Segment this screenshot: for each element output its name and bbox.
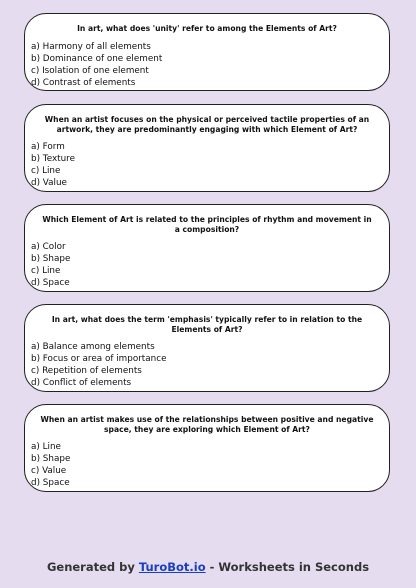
option-b: b) Focus or area of importance: [31, 354, 167, 365]
option-d: d) Contrast of elements: [31, 77, 136, 88]
option-c: c) Isolation of one element: [31, 65, 149, 76]
question-card-1: [24, 13, 390, 91]
footer-prefix: Generated by: [46, 560, 139, 574]
question-card-3: [24, 204, 390, 292]
question-text: When an artist makes use of the relationships between positive and negative space, they are exploring which Element of Art?: [40, 415, 374, 434]
option-a: a) Form: [31, 142, 65, 153]
option-b: b) Dominance of one element: [31, 53, 163, 64]
option-a: a) Line: [31, 442, 61, 453]
question-card-2: [24, 104, 390, 192]
option-b: b) Shape: [31, 454, 71, 465]
options-list: [31, 241, 389, 289]
options-list: [31, 141, 389, 189]
options-list: [31, 341, 389, 389]
option-d: d) Space: [31, 478, 70, 489]
question-text: In art, what does the term 'emphasis' typically refer to in relation to the Elements of Art?: [51, 315, 363, 334]
option-c: c) Line: [31, 266, 61, 277]
question-text: Which Element of Art is related to the principles of rhythm and movement in a composition?: [42, 215, 372, 234]
option-d: d) Conflict of elements: [31, 378, 132, 389]
option-a: a) Color: [31, 242, 66, 253]
option-d: d) Value: [31, 178, 67, 189]
option-b: b) Texture: [31, 154, 76, 165]
question-text: In art, what does 'unity' refer to among the Elements of Art?: [77, 24, 337, 33]
turobot-link[interactable]: TuroBot.io: [138, 560, 206, 574]
option-c: c) Repetition of elements: [31, 366, 142, 377]
option-c: c) Value: [31, 466, 67, 477]
question-card-5: [24, 404, 390, 492]
option-d: d) Space: [31, 278, 70, 289]
question-text: When an artist focuses on the physical or perceived tactile properties of an artwork, they are predominantly engaging with which Element of Art?: [44, 115, 370, 134]
footer-suffix: - Worksheets in Seconds: [205, 560, 370, 574]
option-a: a) Harmony of all elements: [31, 41, 151, 52]
option-c: c) Line: [31, 166, 61, 177]
option-a: a) Balance among elements: [31, 342, 155, 353]
option-b: b) Shape: [31, 254, 71, 265]
footer: [0, 560, 416, 574]
question-card-4: [24, 304, 390, 392]
options-list: [31, 41, 389, 89]
options-list: [31, 441, 389, 489]
